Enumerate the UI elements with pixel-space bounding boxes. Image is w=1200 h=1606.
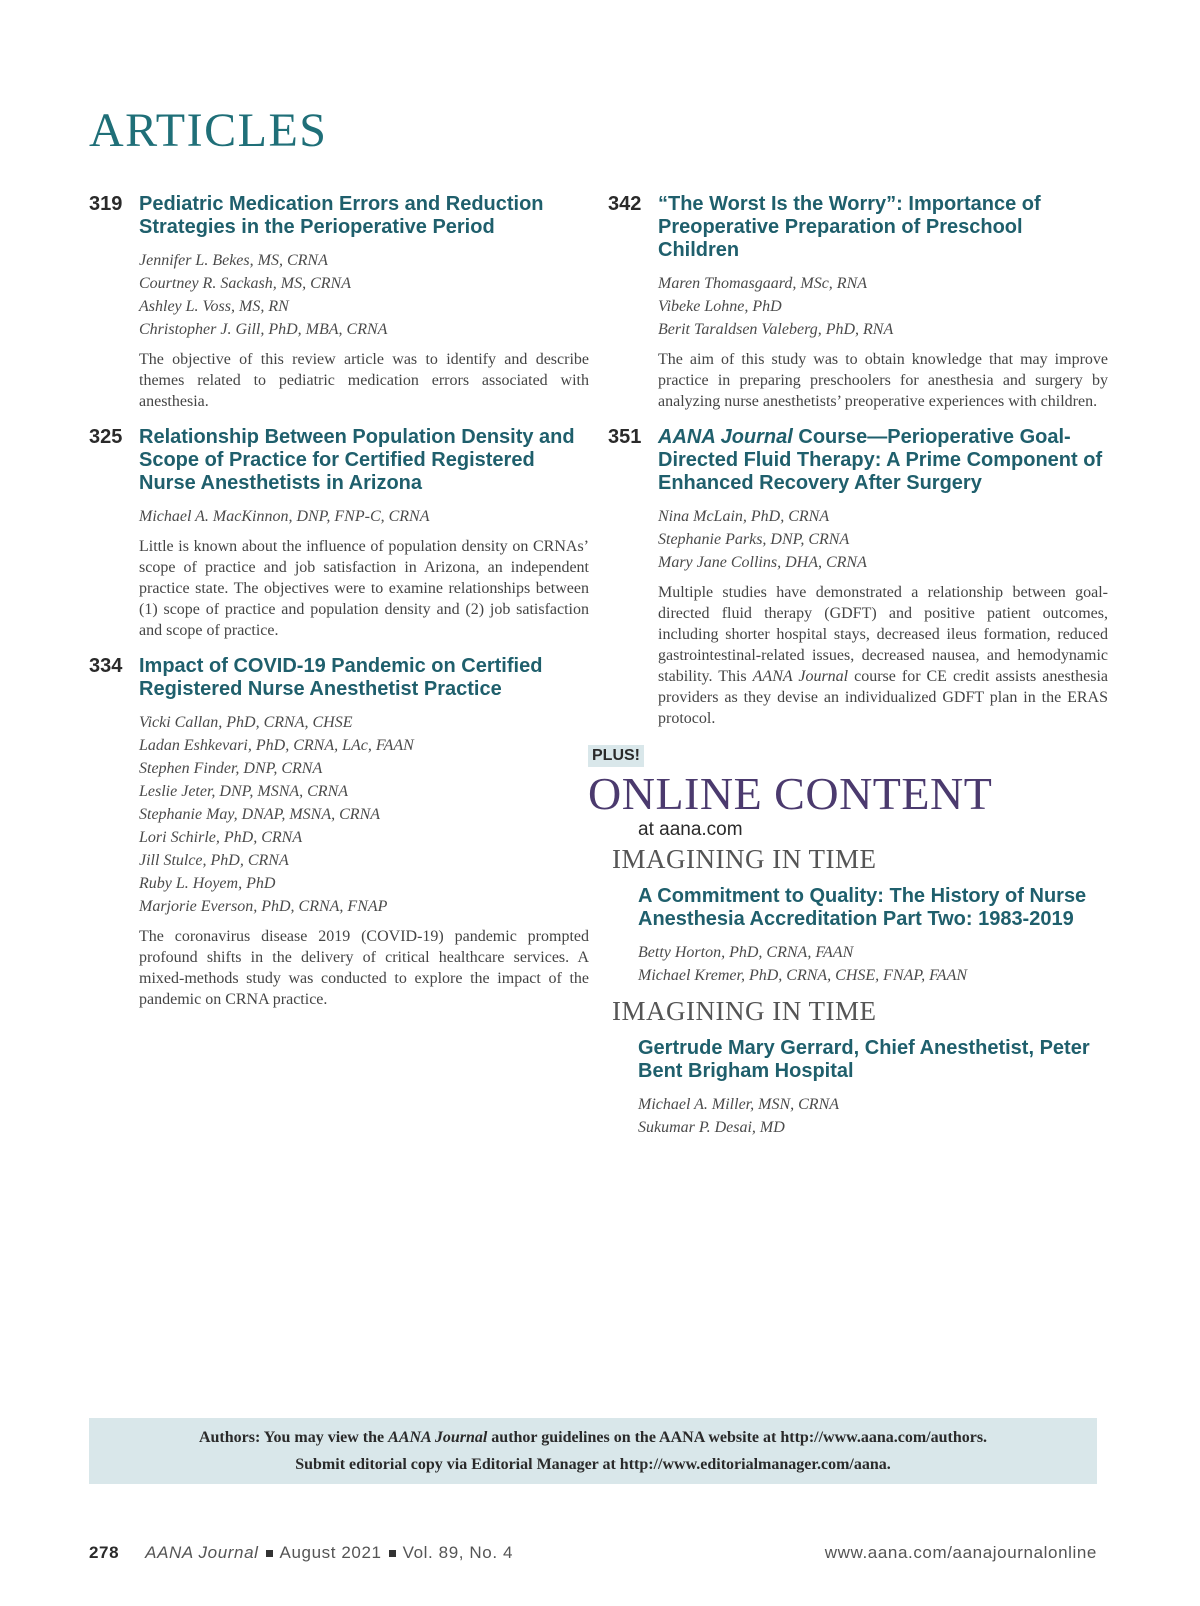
author: Michael A. Miller, MSN, CRNA	[638, 1096, 840, 1113]
online-article-title[interactable]: A Commitment to Quality: The History of Nurse Anesthesia Accreditation Part Two: 1983-2019	[638, 885, 1087, 930]
online-content-subtitle[interactable]: at aana.com	[638, 819, 743, 840]
author: Berit Taraldsen Valeberg, PhD, RNA	[658, 321, 894, 338]
online-content-title: ONLINE CONTENT	[588, 768, 993, 819]
author-list	[658, 272, 1108, 341]
footer-date: August 2021	[279, 1543, 382, 1562]
author: Nina McLain, PhD, CRNA	[658, 508, 830, 525]
article-title[interactable]: Impact of COVID-19 Pandemic on Certified Registered Nurse Anesthetist Practice	[139, 655, 543, 700]
author: Stephen Finder, DNP, CRNA	[139, 760, 323, 777]
article-number: 319	[89, 193, 123, 215]
article-abstract: Little is known about the influence of population density on CRNAs’ scope of practice and job satisfaction in Arizona, an independent practice state. The objectives were to examine relationships between (1) scope of practice and population density and (2) job satisfaction and scope of practice.	[139, 538, 589, 639]
right-column	[588, 193, 1108, 1147]
article-abstract: The objective of this review article was to identify and describe themes related to pediatric medication errors associated with anesthesia.	[139, 351, 589, 410]
article-title[interactable]	[658, 426, 1108, 495]
section-title: ARTICLES	[89, 104, 328, 157]
article-342	[608, 193, 1108, 412]
author: Jill Stulce, PhD, CRNA	[139, 852, 289, 869]
author: Courtney R. Sackash, MS, CRNA	[139, 275, 351, 292]
notice-line-1	[89, 1424, 1097, 1451]
author-guidelines-notice	[89, 1418, 1097, 1484]
article-title[interactable]: Relationship Between Population Density and Scope of Practice for Certified Registered Nurse Anesthetists in Arizona	[139, 426, 575, 494]
page-number: 278	[89, 1543, 120, 1562]
author: Sukumar P. Desai, MD	[638, 1119, 785, 1136]
article-319	[89, 193, 589, 412]
square-separator-icon	[266, 1550, 273, 1557]
article-325	[89, 426, 589, 641]
article-title-text: Course—Perioperative Goal-Directed Fluid Therapy: A Prime Component of Enhanced Recovery After Surgery	[658, 426, 1103, 494]
article-abstract	[658, 582, 1108, 729]
author: Stephanie Parks, DNP, CRNA	[658, 531, 850, 548]
page-footer	[89, 1543, 1097, 1563]
article-title[interactable]: “The Worst Is the Worry”: Importance of Preoperative Preparation of Preschool Children	[658, 193, 1041, 261]
footer-volume: Vol. 89, No. 4	[402, 1543, 514, 1562]
author-list	[658, 505, 1108, 574]
author: Lori Schirle, PhD, CRNA	[139, 829, 303, 846]
abstract-text: course for CE credit assists anesthesia providers as they devise an individualized GDFT plan in the ERAS protocol.	[658, 668, 1108, 727]
author: Marjorie Everson, PhD, CRNA, FNAP	[139, 898, 388, 915]
online-item	[588, 885, 1108, 987]
article-number: 342	[608, 193, 642, 215]
author: Vibeke Lohne, PhD	[658, 298, 782, 315]
notice-line-2: Submit editorial copy via Editorial Manager at http://www.editorialmanager.com/aana.	[295, 1456, 891, 1473]
article-number: 351	[608, 426, 642, 448]
journal-name: AANA Journal	[658, 426, 793, 448]
article-351	[608, 426, 1108, 729]
online-article-title[interactable]: Gertrude Mary Gerrard, Chief Anesthetist, Peter Bent Brigham Hospital	[638, 1037, 1090, 1082]
footer-url[interactable]: www.aana.com/aanajournalonline	[824, 1543, 1097, 1562]
article-number: 325	[89, 426, 123, 448]
author: Stephanie May, DNAP, MSNA, CRNA	[139, 806, 381, 823]
article-abstract: The coronavirus disease 2019 (COVID-19) pandemic prompted profound shifts in the delivery of critical healthcare services. A mixed-methods study was conducted to explore the impact of the pandemic on CRNA practice.	[139, 928, 589, 1008]
author: Maren Thomasgaard, MSc, RNA	[658, 275, 868, 292]
author: Michael Kremer, PhD, CRNA, CHSE, FNAP, FAAN	[638, 967, 968, 984]
author: Ruby L. Hoyem, PhD	[139, 875, 276, 892]
notice-text: author guidelines on the AANA website at http://www.aana.com/authors.	[487, 1429, 988, 1446]
article-number: 334	[89, 655, 123, 677]
plus-badge: PLUS!	[588, 745, 644, 767]
author-list	[638, 1093, 1108, 1139]
author-list	[139, 711, 589, 918]
author: Jennifer L. Bekes, MS, CRNA	[139, 252, 328, 269]
imagining-in-time-heading: IMAGINING IN TIME	[612, 996, 877, 1026]
author-list	[638, 941, 1108, 987]
left-column	[89, 193, 589, 1024]
square-separator-icon	[389, 1550, 396, 1557]
article-334	[89, 655, 589, 1010]
article-abstract: The aim of this study was to obtain knowledge that may improve practice in preparing preschoolers for anesthesia and surgery by analyzing nurse anesthetists’ preoperative experiences with children.	[658, 351, 1108, 410]
footer-journal: AANA Journal	[145, 1543, 259, 1562]
imagining-in-time-heading: IMAGINING IN TIME	[612, 844, 877, 874]
author-list	[139, 505, 589, 528]
journal-name: AANA Journal	[388, 1429, 488, 1446]
author-list	[139, 249, 589, 341]
author: Michael A. MacKinnon, DNP, FNP-C, CRNA	[139, 508, 430, 525]
author: Betty Horton, PhD, CRNA, FAAN	[638, 944, 854, 961]
author: Mary Jane Collins, DHA, CRNA	[658, 554, 867, 571]
author: Vicki Callan, PhD, CRNA, CHSE	[139, 714, 353, 731]
online-item	[588, 1037, 1108, 1139]
author: Christopher J. Gill, PhD, MBA, CRNA	[139, 321, 388, 338]
online-content	[588, 743, 1108, 1139]
author: Leslie Jeter, DNP, MSNA, CRNA	[139, 783, 349, 800]
author: Ashley L. Voss, MS, RN	[139, 298, 289, 315]
abstract-text: Multiple studies have demonstrated a relationship between goal-directed fluid therapy (GDFT) and positive patient outcomes, including shorter hospital stays, decreased ileus formation, reduced gastrointestinal-related issues, decreased nausea, and hemodynamic stability. This	[658, 584, 1108, 685]
article-title[interactable]: Pediatric Medication Errors and Reduction Strategies in the Perioperative Period	[139, 193, 544, 238]
journal-name: AANA Journal	[752, 668, 849, 685]
notice-text: Authors: You may view the	[198, 1429, 389, 1446]
author: Ladan Eshkevari, PhD, CRNA, LAc, FAAN	[139, 737, 414, 754]
